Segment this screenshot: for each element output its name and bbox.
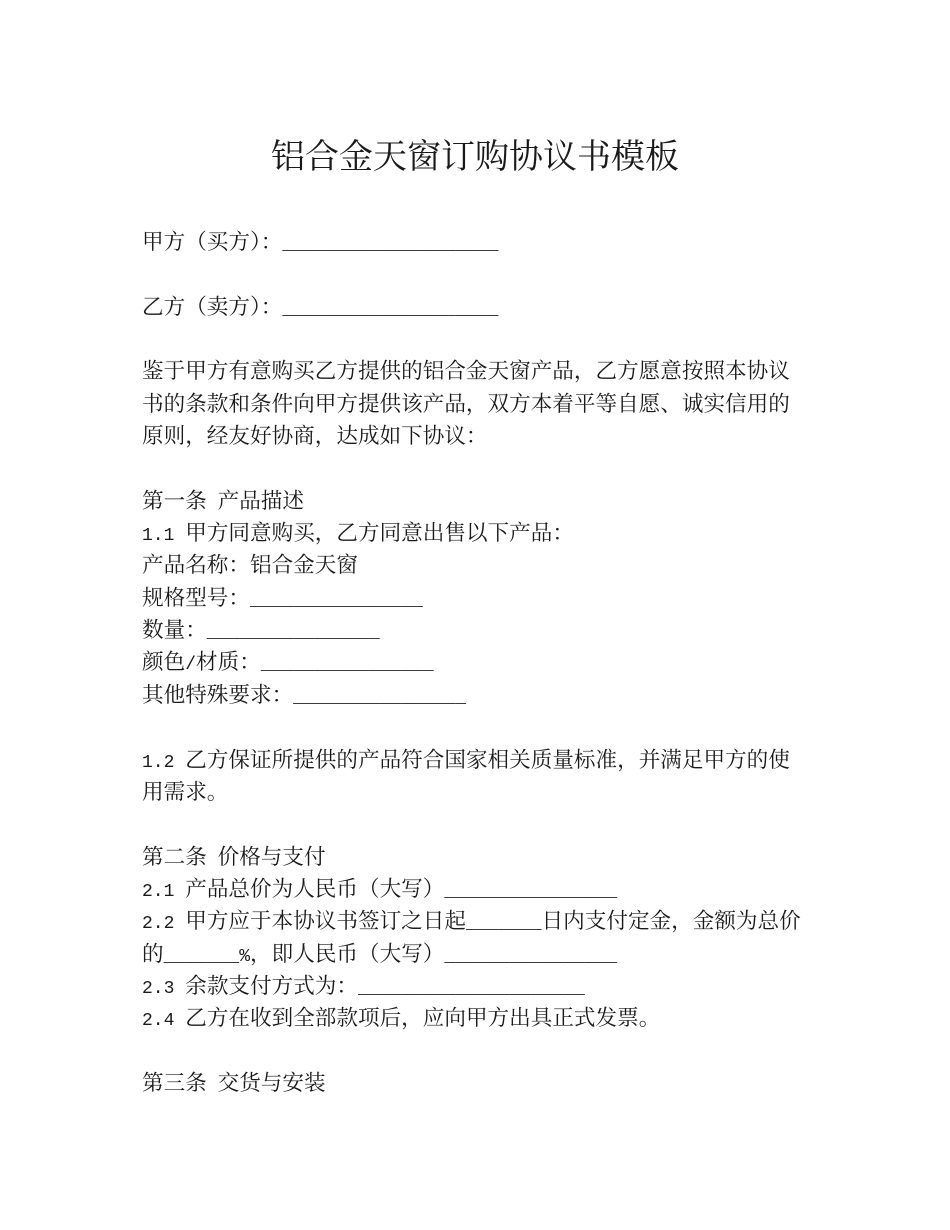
clause-1-2-line: 用需求。: [142, 781, 229, 806]
spec-model-fill-in: 规格型号：________________: [142, 587, 423, 612]
ascii-run: [207, 1076, 218, 1096]
party-b-fill-in: 乙方（卖方）：____________________: [142, 296, 499, 321]
clause-2-2-line: 的_______%，即人民币（大写）________________: [142, 943, 618, 968]
clause-1-1: 1.1 甲方同意购买，乙方同意出售以下产品：: [142, 523, 574, 548]
ascii-run: 2.3: [142, 978, 186, 999]
clause-2-4: 2.4 乙方在收到全部款项后，应向甲方出具正式发票。: [142, 1008, 661, 1033]
ascii-run: _______%: [163, 946, 251, 967]
clause-2-2-line: 2.2 甲方应于本协议书签订之日起_______日内支付定金，金额为总价: [142, 911, 801, 936]
ascii-run: ________________: [260, 655, 434, 676]
ascii-run: ____________________: [282, 299, 499, 320]
preamble-paragraph: [142, 357, 910, 454]
product-name-line: 产品名称：铝合金天窗: [142, 555, 358, 580]
ascii-run: [207, 850, 218, 870]
ascii-run: 2.4: [142, 1011, 186, 1032]
clause-1-2-line: 1.2 乙方保证所提供的产品符合国家相关质量标准，并满足甲方的使: [142, 749, 790, 774]
article-3-section: [142, 1069, 910, 1101]
ascii-run: /: [185, 655, 197, 676]
preamble-line: 原则，经友好协商，达成如下协议：: [142, 426, 488, 451]
party-a-fill-in: 甲方（买方）：____________________: [142, 232, 499, 256]
ascii-run: ________________: [206, 623, 380, 644]
ascii-run: 1.2: [142, 752, 186, 773]
ascii-run: 2.2: [142, 914, 186, 935]
article-3-heading: 第三条 交货与安装: [142, 1072, 326, 1097]
article-1-heading: 第一条 产品描述: [142, 490, 304, 515]
document-body: [142, 228, 910, 1101]
ascii-run: ________________: [293, 687, 466, 708]
quantity-fill-in: 数量：________________: [142, 620, 380, 645]
document-title: 铝合金天窗订购协议书模板: [271, 137, 679, 177]
article-1-section: [142, 487, 910, 713]
ascii-run: ________________: [444, 946, 618, 967]
clause-2-3: 2.3 余款支付方式为：_____________________: [142, 975, 585, 1000]
ascii-run: _____________________: [357, 978, 585, 999]
preamble-line: 书的条款和条件向甲方提供该产品，双方本着平等自愿、诚实信用的: [142, 393, 790, 418]
ascii-run: ________________: [444, 881, 618, 902]
ascii-run: [207, 494, 218, 514]
preamble-line: 鉴于甲方有意购买乙方提供的铝合金天窗产品，乙方愿意按照本协议: [142, 361, 790, 386]
article-2-section: [142, 843, 910, 1037]
color-material-fill-in: 颜色/材质：________________: [142, 652, 434, 677]
ascii-run: _______: [465, 914, 542, 935]
ascii-run: ________________: [249, 590, 423, 611]
clause-1-2-paragraph: [142, 746, 910, 811]
party-a-section: [142, 228, 910, 260]
ascii-run: 1.1: [142, 526, 186, 547]
article-2-heading: 第二条 价格与支付: [142, 846, 326, 871]
party-b-section: [142, 293, 910, 325]
ascii-run: ____________________: [282, 235, 499, 255]
special-requirements-fill-in: 其他特殊要求：________________: [142, 684, 466, 709]
clause-2-1: 2.1 产品总价为人民币（大写）________________: [142, 878, 618, 903]
ascii-run: 2.1: [142, 881, 186, 902]
